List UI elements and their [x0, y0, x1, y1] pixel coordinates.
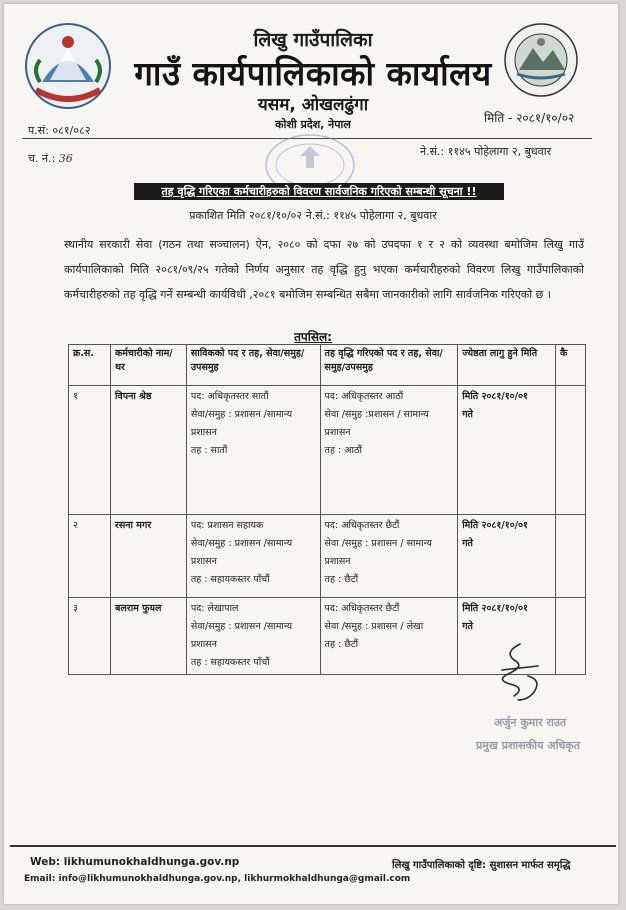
cell-line: प्रशासन [324, 427, 351, 438]
cell-line: सेवा/समुह : प्रशासन /सामान्य [190, 409, 293, 420]
table-row [69, 515, 586, 598]
table-row [69, 386, 586, 515]
cell-previous-post [186, 386, 320, 515]
footer-divider [10, 845, 616, 847]
cell-line: पद: अधिकृतस्तर आठौं [324, 391, 404, 402]
cell-sn: २ [69, 515, 111, 598]
details-caption: तपसिल: [294, 330, 332, 344]
cell-remarks [556, 515, 586, 598]
cell-sn: ३ [69, 598, 111, 675]
cell-line: सेवा /समुह :प्रशासन / सामान्य [324, 409, 429, 420]
published-date: प्रकाशित मिति २०८१/१०/०२ ने.सं.: ११४५ पोहेलागा २, बुधवार [189, 209, 437, 222]
cell-new-post [320, 515, 458, 598]
notice-body: स्थानीय सरकारी सेवा (गठन तथा सञ्चालन) ऐन, २०८० को दफा २७ को उपदफा १ र २ को व्यवस्था बमोजिम लिखु गाउँ कार्यपालिकाको मिति २०८१/०९/२५ गतेको निर्णय अनुसार तह वृद्धि हुनु भएका कर्मचारीहरुको विवरण लिखु गाउँपालिकाको कर्मचारीहरुको तह वृद्धि गर्ने सम्बन्धी कार्यविधी ,२०८१ बमोजिम सम्बन्धित सबैमा जानकारीको लागि सार्वजनिक गरिएको छ । [64, 238, 584, 301]
cell-remarks [556, 598, 586, 675]
cell-line: मिति २०८१/१०/०१ [462, 520, 528, 531]
fiscal-year: प.सं: ०८१/०८२ [28, 124, 91, 137]
cell-new-post [320, 386, 458, 515]
col-header-previous-post: साविकको पद र तह, सेवा/समुह/उपसमुह [186, 345, 320, 386]
cell-line: पद: लेखापाल [190, 603, 239, 614]
cell-line: पद: अधिकृतस्तर छैटौं [324, 520, 400, 531]
footer-email [24, 874, 410, 884]
cell-seniority-date [458, 515, 556, 598]
reference-number [28, 151, 73, 166]
cell-line: तह : सहायकस्तर पाँचौं [190, 657, 270, 668]
cell-name: रसना मगर [110, 515, 186, 598]
cell-line: तह : छैटौं [324, 574, 359, 585]
footer-slogan: लिखु गाउँपालिकाको दृष्टि: सुशासन मार्फत समृद्धि [392, 860, 571, 871]
website-link[interactable]: likhumunokhaldhunga.gov.np [63, 856, 240, 868]
col-header-seniority-date: ज्येष्ठता लागु हुने मिति [458, 345, 556, 386]
cell-seniority-date [458, 386, 556, 515]
email-label: Email: [24, 874, 56, 884]
email-link[interactable]: info@likhumunokhaldhunga.gov.np, likhurmokhaldhunga@gmail.com [58, 874, 411, 884]
cell-line: सेवा /समुह : प्रशासन / सामान्य [324, 538, 432, 549]
col-header-sn: क्र.स. [69, 345, 111, 386]
cell-line: सेवा /समुह : प्रशासन / लेखा [324, 621, 424, 632]
cell-line: सेवा/समुह : प्रशासन /सामान्य [190, 538, 293, 549]
cell-line: गते [462, 409, 473, 420]
cell-new-post [320, 598, 458, 675]
cell-sn: १ [69, 386, 111, 515]
cell-line: गते [462, 621, 473, 632]
website-label: Web: [30, 856, 61, 868]
cell-line: पद: अधिकृतस्तर सातौं [190, 391, 269, 402]
col-header-remarks: कै [556, 345, 586, 386]
cell-name: बलराम फुयल [110, 598, 186, 675]
signature-icon [490, 640, 550, 704]
cell-line: प्रशासन [190, 556, 217, 567]
reference-label: च. नं.: [28, 152, 56, 165]
reference-value: 36 [58, 152, 73, 165]
cell-line: तह : सहायकस्तर पाँचौं [190, 574, 270, 585]
cell-line: तह : आठौं [324, 445, 362, 456]
cell-line: मिति २०८१/१०/०१ [462, 391, 528, 402]
nepal-sambat-date: ने.सं.: ११४५ पोहेलागा २, बुधवार [420, 145, 552, 158]
cell-line: पद: प्रशासन सहायक [190, 520, 264, 531]
promotion-table [68, 344, 586, 675]
table-header-row [69, 345, 586, 386]
footer-website [30, 856, 239, 868]
cell-previous-post [186, 515, 320, 598]
cell-line: प्रशासन [190, 427, 217, 438]
office-location: यसम, ओखलढुंगा [257, 95, 369, 115]
cell-name: विपना श्रेष्ठ [110, 386, 186, 515]
signatory-post: प्रमुख प्रशासकीय अधिकृत [476, 739, 580, 752]
letter-date: मिति - २०८१/१०/०२ [484, 111, 575, 125]
cell-line: मिति २०८१/१०/०१ [462, 603, 528, 614]
cell-line: तह : सातौं [190, 445, 228, 456]
province-label: कोशी प्रदेश, नेपाल [275, 118, 351, 131]
cell-line: प्रशासन [190, 639, 217, 650]
municipality-name: लिखु गाउँपालिका [253, 29, 373, 51]
cell-line: प्रशासन [324, 556, 351, 567]
cell-line: गते [462, 538, 473, 549]
col-header-new-post: तह वृद्धि गरिएको पद र तह, सेवा/समुह/उपसमुह [320, 345, 458, 386]
cell-remarks [556, 386, 586, 515]
cell-line: तह : छैटौं [324, 639, 359, 650]
office-title: गाउँ कार्यपालिकाको कार्यालय [134, 54, 492, 93]
signatory-name: अर्जुन कुमार राउत [493, 716, 567, 729]
notice-title: तह वृद्धि गरिएका कर्मचारीहरुको विवरण सार्वजनिक गरिएको सम्बन्धी सूचना !! [134, 183, 504, 200]
cell-previous-post [186, 598, 320, 675]
cell-line: पद: अधिकृतस्तर छैटौं [324, 603, 400, 614]
col-header-name: कर्मचारीको नाम/ थर [110, 345, 186, 386]
cell-line: सेवा/समुह : प्रशासन /सामान्य [190, 621, 293, 632]
